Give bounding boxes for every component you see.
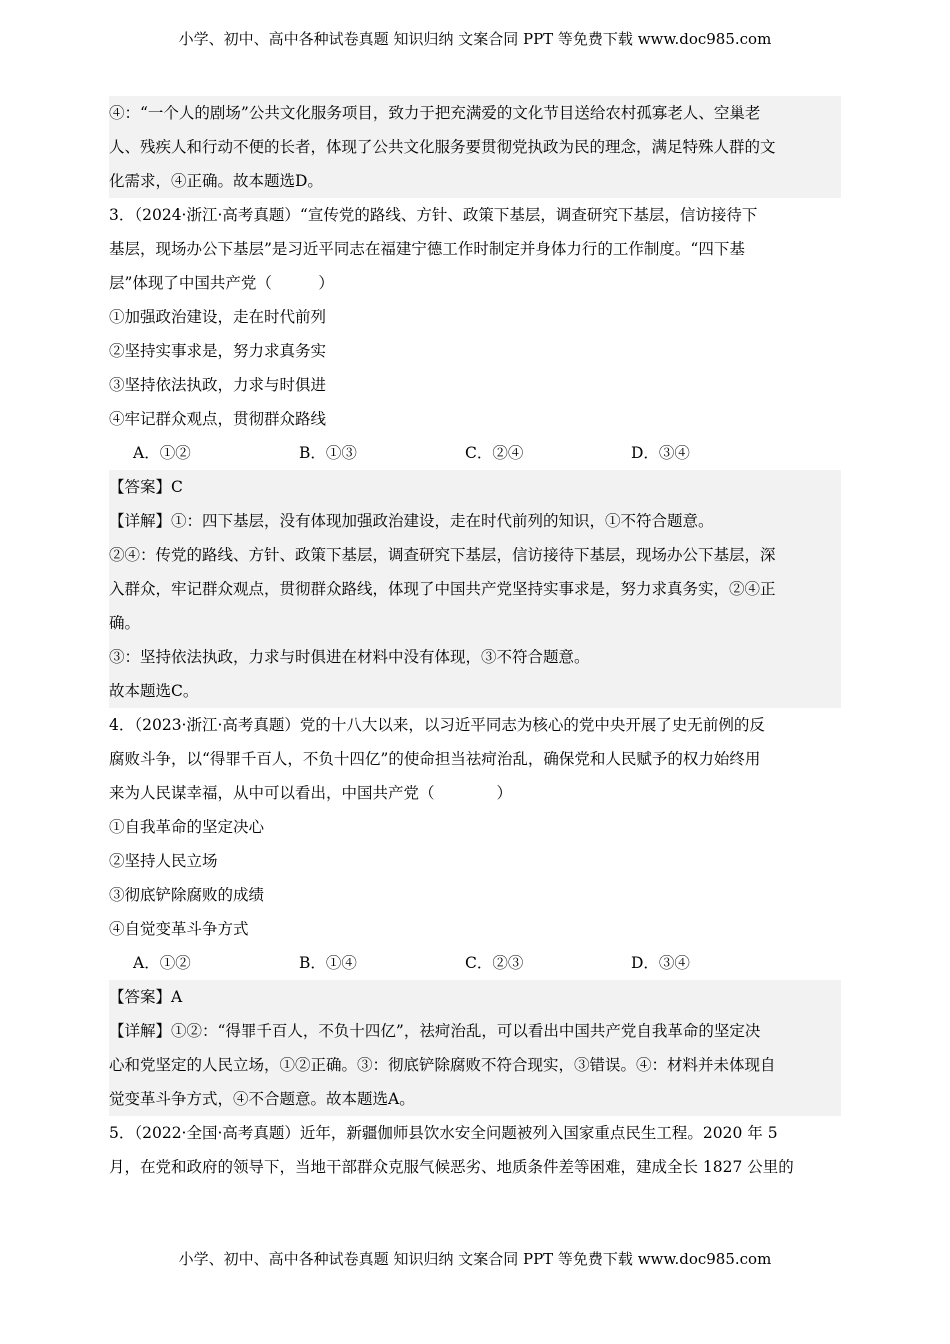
answer-options <box>109 436 841 470</box>
explanation-line: ③：坚持依法执政，力求与时俱进在材料中没有体现，③不符合题意。 <box>109 648 590 666</box>
prev-explanation <box>109 96 841 198</box>
question-stem: 3．（2024·浙江·高考真题）“宣传党的路线、方针、政策下基层，调查研究下基层，信访接待下 <box>109 206 758 224</box>
option-d: D．③④ <box>631 444 690 462</box>
question-stem: 月，在党和政府的领导下，当地干部群众克服气候恶劣、地质条件差等困难，建成全长 1827 公里的 <box>109 1158 794 1176</box>
text-line: ④：“一个人的剧场”公共文化服务项目，致力于把充满爱的文化节目送给农村孤寡老人、空巢老 <box>109 104 761 122</box>
choice-item: ④牢记群众观点，贯彻群众路线 <box>109 410 327 428</box>
answer-block-3 <box>109 470 841 708</box>
document-body <box>109 96 841 1184</box>
answer-label: 【答案】A <box>109 988 183 1006</box>
question-stem: 腐败斗争，以“得罪千百人，不负十四亿”的使命担当祛疴治乱，确保党和人民赋予的权力始终用 <box>109 750 761 768</box>
option-b: B．①③ <box>299 444 357 462</box>
answer-options <box>109 946 841 980</box>
text-line: 人、残疾人和行动不便的长者，体现了公共文化服务要贯彻党执政为民的理念，满足特殊人群的文 <box>109 138 776 156</box>
choice-item: ④自觉变革斗争方式 <box>109 920 249 938</box>
explanation-line: 【详解】①：四下基层，没有体现加强政治建设，走在时代前列的知识，①不符合题意。 <box>109 512 714 530</box>
choice-item: ②坚持实事求是，努力求真务实 <box>109 342 327 360</box>
text-line: 化需求，④正确。故本题选D。 <box>109 172 323 190</box>
explanation-line: 确。 <box>109 614 141 632</box>
answer-block-4 <box>109 980 841 1116</box>
question-4 <box>109 708 841 980</box>
choice-item: ①加强政治建设，走在时代前列 <box>109 308 327 326</box>
question-stem: 4．（2023·浙江·高考真题）党的十八大以来，以习近平同志为核心的党中央开展了史无前例的反 <box>109 716 765 734</box>
option-c: C．②③ <box>465 954 524 972</box>
choice-item: ②坚持人民立场 <box>109 852 218 870</box>
question-stem: 来为人民谋幸福，从中可以看出，中国共产党（ ） <box>109 784 513 802</box>
option-a: A．①② <box>133 954 191 972</box>
option-c: C．②④ <box>465 444 524 462</box>
question-5 <box>109 1116 841 1184</box>
explanation-line: 故本题选C。 <box>109 682 199 700</box>
choice-item: ③彻底铲除腐败的成绩 <box>109 886 265 904</box>
option-b: B．①④ <box>299 954 357 972</box>
explanation-line: ②④：传党的路线、方针、政策下基层，调查研究下基层，信访接待下基层，现场办公下基层，深 <box>109 546 776 564</box>
choice-item: ①自我革命的坚定决心 <box>109 818 265 836</box>
explanation-line: 【详解】①②：“得罪千百人，不负十四亿”，祛疴治乱，可以看出中国共产党自我革命的坚定决 <box>109 1022 761 1040</box>
page-footer: 小学、初中、高中各种试卷真题 知识归纳 文案合同 PPT 等免费下载 www.doc985.com <box>178 1250 772 1268</box>
question-stem: 层”体现了中国共产党（ ） <box>109 274 334 292</box>
answer-label: 【答案】C <box>109 478 183 496</box>
question-stem: 基层，现场办公下基层”是习近平同志在福建宁德工作时制定并身体力行的工作制度。“四下基 <box>109 240 745 258</box>
choice-item: ③坚持依法执政，力求与时俱进 <box>109 376 327 394</box>
explanation-line: 心和党坚定的人民立场，①②正确。③：彻底铲除腐败不符合现实，③错误。④：材料并未体现自 <box>109 1056 776 1074</box>
page-header: 小学、初中、高中各种试卷真题 知识归纳 文案合同 PPT 等免费下载 www.doc985.com <box>178 30 772 48</box>
explanation-line: 觉变革斗争方式，④不合题意。故本题选A。 <box>109 1090 415 1108</box>
option-a: A．①② <box>133 444 191 462</box>
option-d: D．③④ <box>631 954 690 972</box>
question-stem: 5．（2022·全国·高考真题）近年，新疆伽师县饮水安全问题被列入国家重点民生工程。2020 年 5 <box>109 1124 778 1142</box>
question-3 <box>109 198 841 470</box>
explanation-line: 入群众，牢记群众观点，贯彻群众路线，体现了中国共产党坚持实事求是，努力求真务实，②④正 <box>109 580 776 598</box>
